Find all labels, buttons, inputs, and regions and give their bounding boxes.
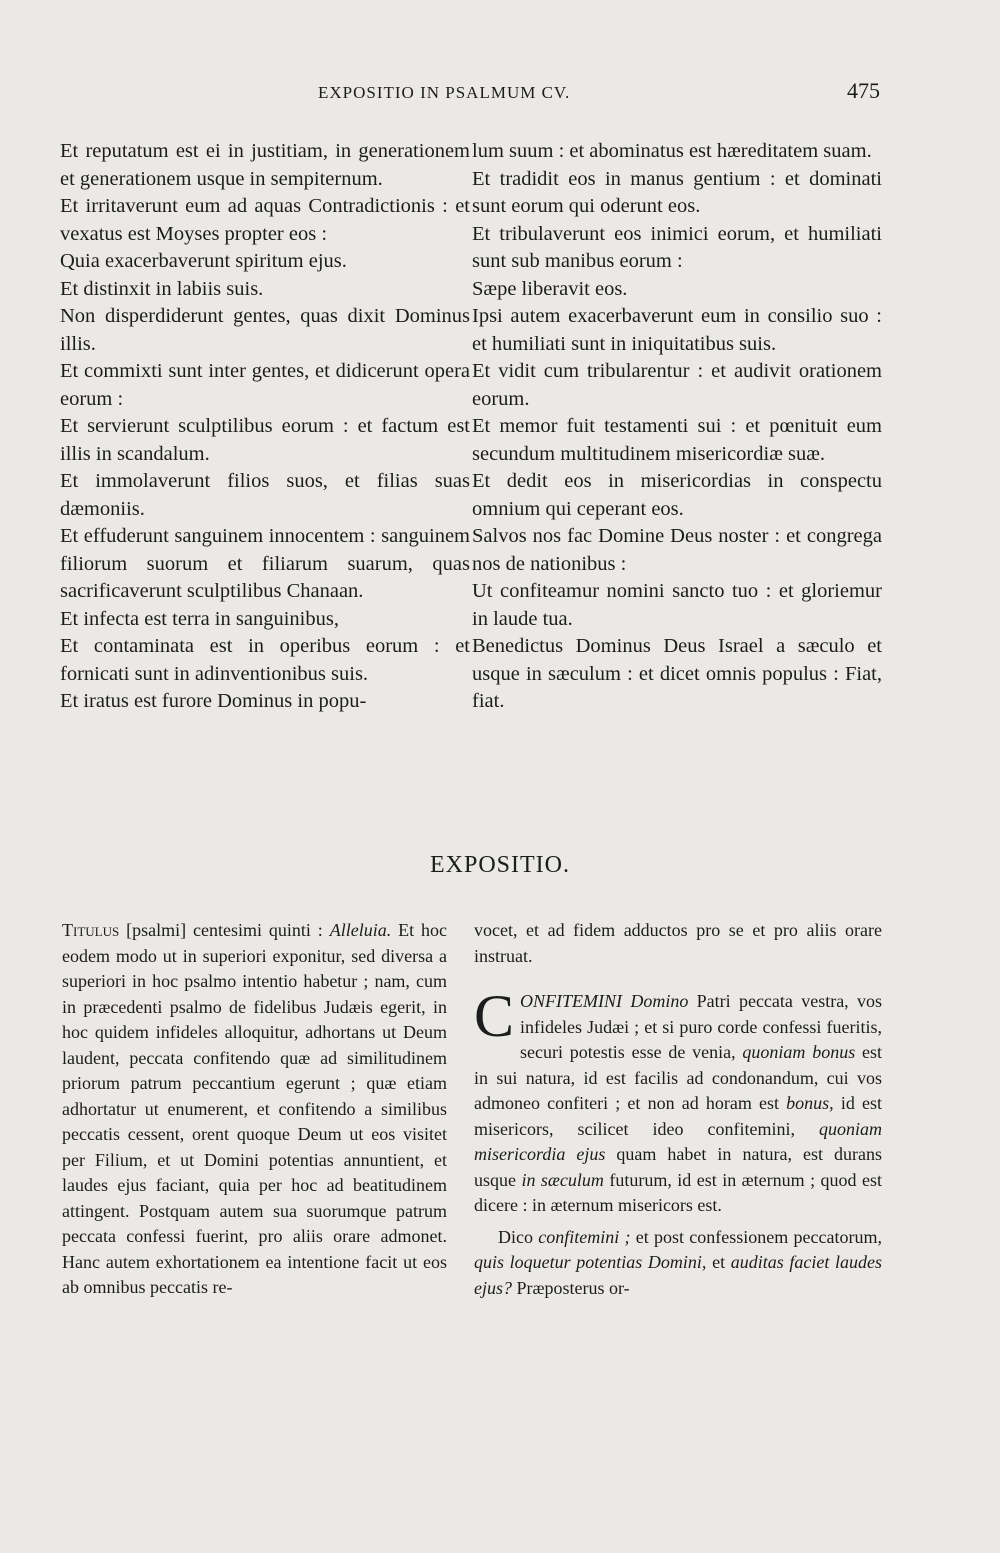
verse: Et effuderunt sanguinem innocentem : sanguinem filiorum suorum et filiarum suarum, quas sacrificaverunt sculptilibus Chanaan. [60, 525, 470, 602]
page-header [60, 78, 880, 108]
commentary-text: Præposterus or- [512, 1277, 630, 1298]
commentary-text: futurum, id est in æternum ; quod est dicere : in æternum misericors est. [474, 1169, 882, 1215]
verse: Et commixti sunt inter gentes, et didicerunt opera eorum : [60, 360, 470, 410]
verse: Benedictus Dominus Deus Israel a sæculo et usque in sæculum : et dicet omnis populus : Fiat, fiat. [472, 635, 882, 712]
commentary-text: Et hoc eodem modo ut in superiori exponitur, sed diversa a superiori in hoc psalmo intentio habetur ; nam, cum in præcedenti psalmo de fidelibus Judæis egerit, in hoc quidem infideles alloquitur, adhortans ut Deum laudent, peccata confitendo quæ ad similitudinem priorum patrum peccantium egerunt ; quæ etiam adhortatur ut enumerent, et confitendo a similibus peccatis cessent, orent quoque Deum ut eos visitet per Filium, et ut Domini potentias annuntient, et laudes ejus faciant, quia per hoc ad beatitudinem attingent. Postquam autem sua suorumque patrum peccata confessi fuerint, pro aliis orare admonet. Hanc autem exhortationem ea intentione facit ut eos ab omnibus peccatis re- [62, 920, 447, 1297]
section-heading: EXPOSITIO. [430, 852, 570, 878]
verse: Salvos nos fac Domine Deus noster : et congrega nos de nationibus : [472, 525, 882, 575]
commentary-left-column [62, 918, 447, 1301]
verse: Et memor fuit testamenti sui : et pœnituit eum secundum multitudinem misericordiæ suæ. [472, 415, 882, 465]
verse: Ut confiteamur nomini sancto tuo : et gloriemur in laude tua. [472, 580, 882, 630]
commentary-continuation: vocet, et ad fidem adductos pro se et pro aliis orare instruat. [474, 920, 882, 966]
commentary-text: Dico [498, 1226, 539, 1247]
titulus-text: [psalmi] centesimi quinti : [126, 920, 330, 940]
verse-continuation: lum suum : et abominatus est hæreditatem suam. [472, 140, 872, 162]
verse: Et vidit cum tribularentur : et audivit orationem eorum. [472, 360, 882, 410]
verses-right-column [472, 138, 882, 716]
verse: Et servierunt sculptilibus eorum : et factum est illis in scandalum. [60, 415, 470, 465]
commentary-right-column [474, 918, 882, 1301]
verse: Non disperdiderunt gentes, quas dixit Dominus illis. [60, 305, 470, 355]
titulus-paragraph [62, 918, 447, 1301]
lemma: bonus, [786, 1093, 834, 1113]
confitemini-paragraph [474, 983, 883, 1219]
verse: Et distinxit in labiis suis. [60, 277, 264, 300]
verse: Ipsi autem exacerbaverunt eum in consilio suo : et humiliati sunt in iniquitatibus suis. [472, 305, 882, 355]
verse: Et dedit eos in misericordias in conspectu omnium qui ceperant eos. [472, 470, 882, 520]
lemma: in sæculum [521, 1169, 604, 1190]
alleluia: Alleluia. [329, 920, 392, 940]
drop-cap: C [474, 983, 515, 1049]
running-title: EXPOSITIO IN PSALMUM CV. [318, 83, 571, 102]
lemma: auditas faciet laudes ejus? [474, 1252, 882, 1298]
lemma: Domino [630, 991, 689, 1011]
lemma: quoniam misericordia ejus [474, 1118, 882, 1164]
verse: Et infecta est terra in sanguinibus, [60, 607, 339, 630]
verse: Et iratus est furore Dominus in popu- [60, 690, 367, 712]
commentary-text: id est misericors, scilicet ideo confitemini, [474, 1093, 882, 1139]
verse: Et immolaverunt filios suos, et filias suas dæmoniis. [60, 470, 470, 520]
lemma: confitemini ; [538, 1226, 631, 1247]
verse: Quia exacerbaverunt spiritum ejus. [60, 250, 347, 272]
commentary-text: et post confessionem peccatorum, [630, 1226, 882, 1247]
verse: Et tribulaverunt eos inimici eorum, et humiliati sunt sub manibus eorum : [472, 222, 882, 272]
lemma: quis loquetur potentias Domini, [474, 1252, 707, 1272]
verse: Et irritaverunt eum ad aquas Contradictionis : et vexatus est Moyses propter eos : [60, 195, 470, 245]
dico-paragraph [474, 1225, 882, 1302]
lemma: quoniam bonus [742, 1042, 856, 1062]
page-number: 475 [847, 78, 880, 103]
lemma: ONFITEMINI [520, 991, 623, 1011]
verse: Et tradidit eos in manus gentium : et dominati sunt eorum qui oderunt eos. [472, 167, 882, 217]
commentary-text: quam habet in natura, est durans usque [474, 1144, 882, 1190]
commentary-text: Patri peccata vestra, vos infideles Judæi ; et si puro corde confessi fueritis, securi potestis esse de venia, [520, 991, 882, 1062]
commentary-text: est in sui natura, id est facilis ad condonandum, cui vos admoneo confiteri ; et non ad horam est [474, 1042, 883, 1113]
verse: Sæpe liberavit eos. [472, 277, 628, 300]
verse: Et contaminata est in operibus eorum : et fornicati sunt in adinventionibus suis. [60, 635, 470, 685]
commentary-text: et [706, 1252, 731, 1272]
verses-left-column [60, 138, 470, 716]
verse: Et reputatum est ei in justitiam, in generationem et generationem usque in sempiternum. [60, 140, 470, 190]
titulus-word: Titulus [62, 920, 120, 940]
